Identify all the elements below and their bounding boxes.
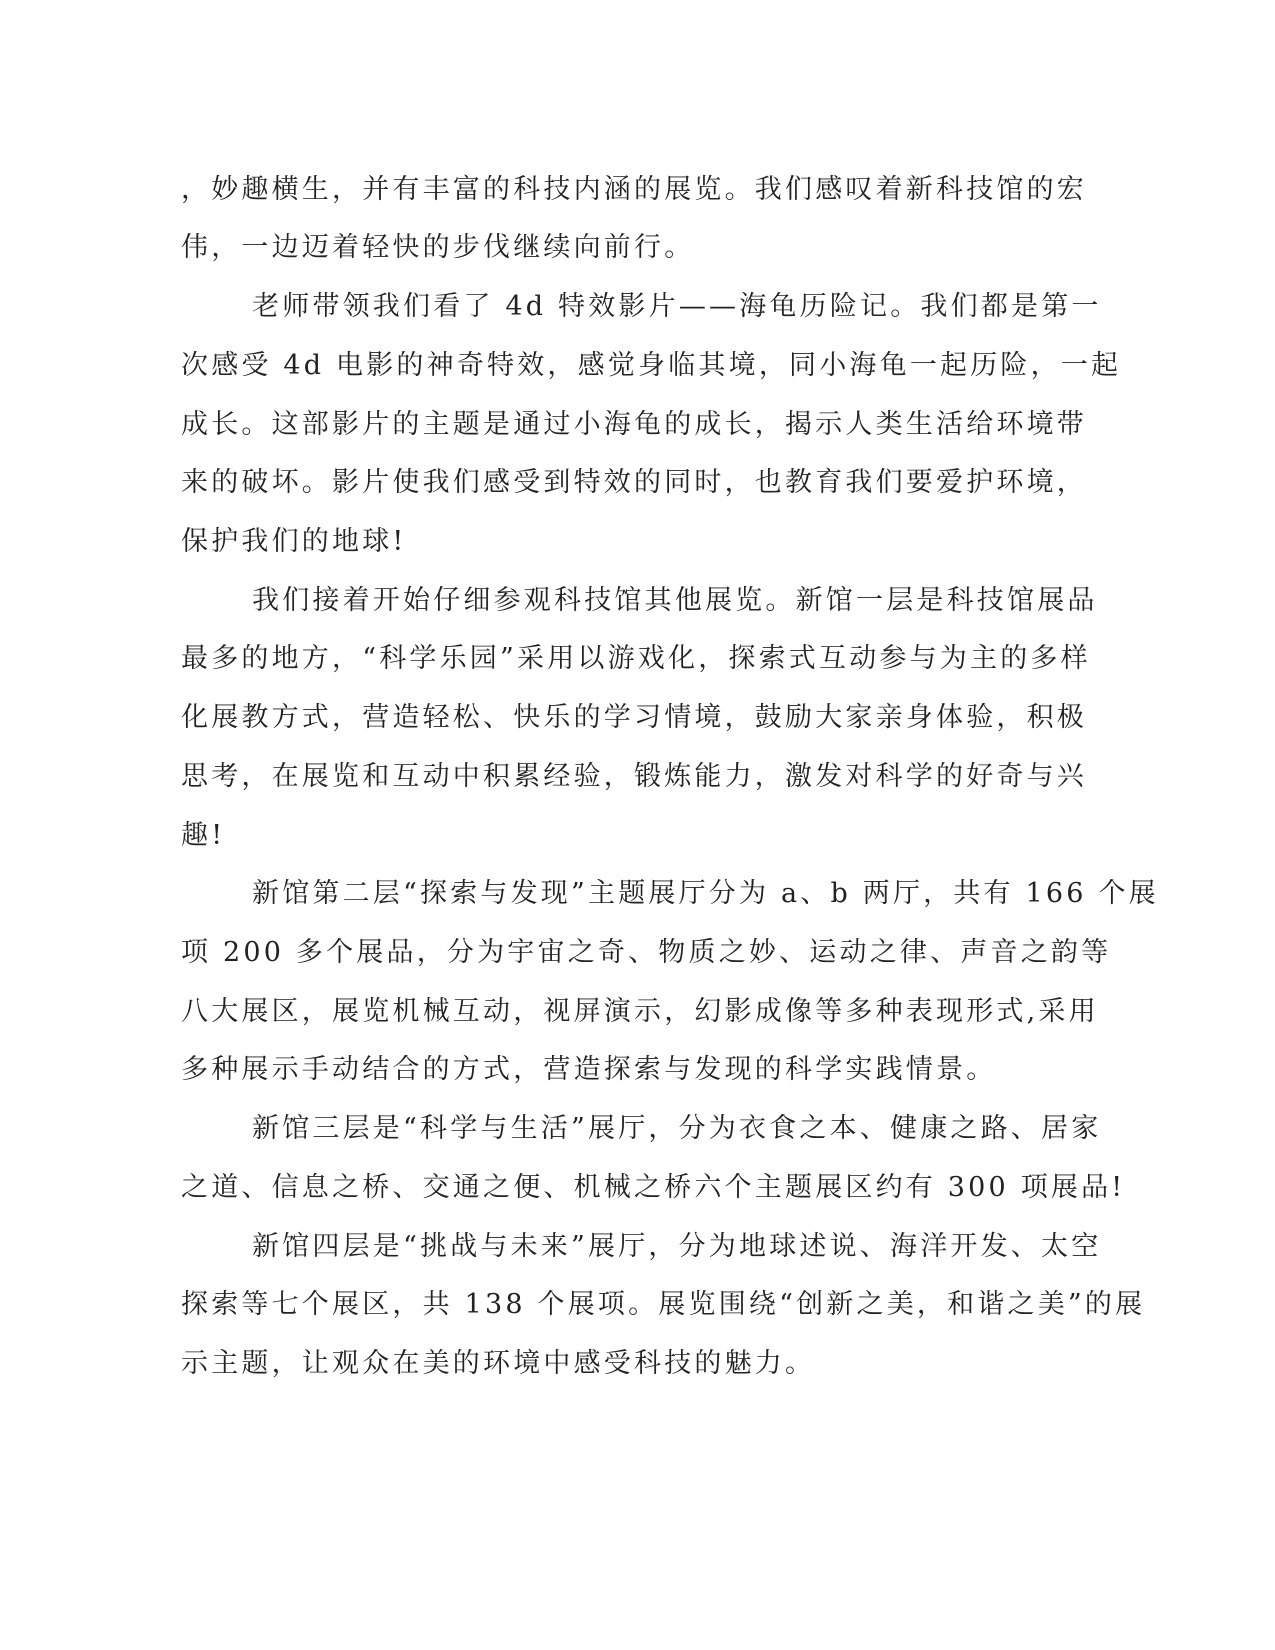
line-text: 新馆第二层“探索与发现”主题展厅分为 a、b 两厅，共有 166 个展 [252,878,1159,909]
text-line [0,990,1275,1034]
text-line [0,637,1275,681]
text-line [0,1166,1275,1210]
line-text: 最多的地方，“科学乐园”采用以游戏化，探索式互动参与为主的多样 [181,643,1091,674]
paragraph-start-line [0,1107,1275,1151]
line-text: 新馆三层是“科学与生活”展厅，分为衣食之本、健康之路、居家 [252,1113,1102,1144]
text-line [0,403,1275,447]
line-text: 八大展区，展览机械互动，视屏演示，幻影成像等多种表现形式,采用 [181,996,1099,1027]
line-text: 趣! [181,820,226,851]
text-line [0,755,1275,799]
text-line [0,461,1275,505]
paragraph-start-line [0,872,1275,916]
text-line [0,1048,1275,1092]
text-line [0,168,1275,212]
line-text: 思考，在展览和互动中积累经验，锻炼能力，激发对科学的好奇与兴 [181,761,1087,792]
line-text: 多种展示手动结合的方式，营造探索与发现的科学实践情景。 [181,1054,997,1085]
line-text: ，妙趣横生，并有丰富的科技内涵的展览。我们感叹着新科技馆的宏 [181,174,1087,205]
line-text: 化展教方式，营造轻松、快乐的学习情境，鼓励大家亲身体验，积极 [181,702,1087,733]
line-text: 项 200 多个展品，分为宇宙之奇、物质之妙、运动之律、声音之韵等 [181,937,1112,968]
line-text: 新馆四层是“挑战与未来”展厅，分为地球述说、海洋开发、太空 [252,1231,1102,1262]
text-line [0,814,1275,858]
paragraph-start-line [0,1225,1275,1269]
line-text: 老师带领我们看了 4d 特效影片——海龟历险记。我们都是第一 [252,291,1102,322]
line-text: 之道、信息之桥、交通之便、机械之桥六个主题展区约有 300 项展品! [181,1172,1126,1203]
paragraph-start-line [0,579,1275,623]
line-text: 成长。这部影片的主题是通过小海龟的成长，揭示人类生活给环境带 [181,409,1087,440]
line-text: 伟，一边迈着轻快的步伐继续向前行。 [181,232,695,263]
line-text: 探索等七个展区，共 138 个展项。展览围绕“创新之美，和谐之美”的展 [181,1289,1146,1320]
line-text: 保护我们的地球! [181,526,407,557]
text-line [0,931,1275,975]
text-line [0,1283,1275,1327]
text-line [0,696,1275,740]
paragraph-start-line [0,285,1275,329]
line-text: 我们接着开始仔细参观科技馆其他展览。新馆一层是科技馆展品 [252,585,1098,616]
line-text: 来的破坏。影片使我们感受到特效的同时，也教育我们要爱护环境， [181,467,1087,498]
text-line [0,1342,1275,1386]
text-line [0,520,1275,564]
text-line [0,344,1275,388]
text-line [0,226,1275,270]
line-text: 示主题，让观众在美的环境中感受科技的魅力。 [181,1348,816,1379]
line-text: 次感受 4d 电影的神奇特效，感觉身临其境，同小海龟一起历险，一起 [181,350,1122,381]
